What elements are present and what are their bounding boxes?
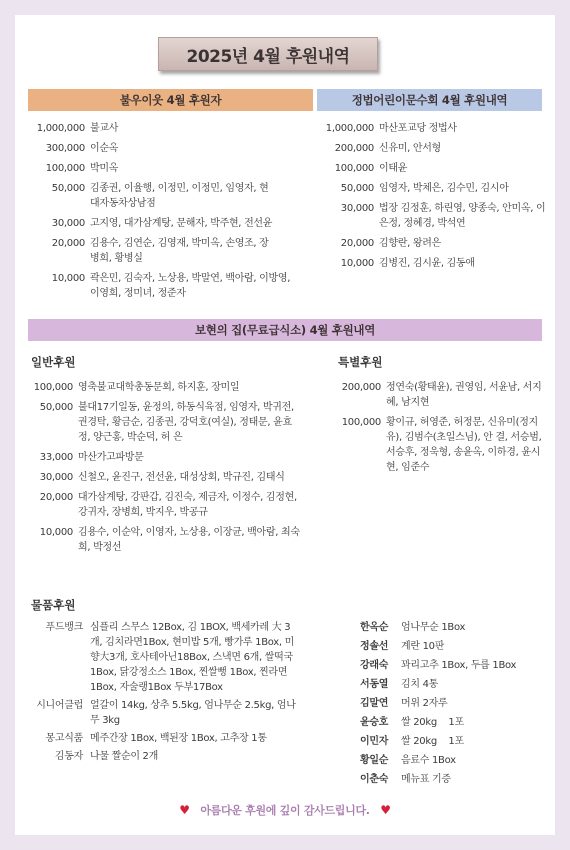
list-item	[360, 753, 540, 768]
list-item	[25, 400, 315, 445]
goods-donation-title: 물품후원	[31, 598, 76, 612]
amount: 200,000	[334, 143, 374, 154]
amount: 30,000	[39, 472, 73, 483]
donor-names: 김용수, 이순악, 이영자, 노상용, 이장균, 백아람, 최숙희, 박정선	[78, 527, 300, 553]
items: 나물 짤순이 2개	[90, 751, 158, 762]
donor: 이민자	[360, 736, 389, 747]
thank-you-footer	[15, 802, 555, 818]
donor-names: 불교사	[90, 123, 119, 134]
goods-list-left	[25, 620, 325, 767]
amount: 1,000,000	[36, 123, 85, 134]
items: 김치 4통	[401, 679, 439, 690]
list-item	[312, 256, 547, 271]
general-donor-list	[25, 380, 315, 560]
list-item	[312, 141, 547, 156]
amount: 100,000	[334, 163, 374, 174]
items: 엄나무순 1Box	[401, 622, 466, 633]
donor: 황일순	[360, 755, 389, 766]
items: 쌀 20kg 1포	[401, 736, 464, 747]
list-item	[23, 161, 313, 176]
amount: 100,000	[341, 417, 381, 428]
donor-names: 불대17기일동, 윤정의, 하동식육점, 임영자, 박귀전, 권경탁, 황금순, 김종권, 강덕호(여실), 정태문, 윤효정, 양근홍, 박순덕, 허 은	[78, 402, 294, 443]
items: 메뉴표 기증	[401, 774, 451, 785]
left-section-header: 불우이웃 4월 후원자	[28, 89, 313, 111]
list-item	[23, 181, 313, 211]
list-item	[360, 620, 540, 635]
amount: 10,000	[39, 527, 73, 538]
donor-names: 이순옥	[90, 143, 119, 154]
right-section-header: 정법어린이문수회 4월 후원내역	[317, 89, 542, 111]
amount: 20,000	[340, 238, 374, 249]
amount: 30,000	[51, 218, 85, 229]
goods-list-right	[360, 620, 540, 791]
donor: 몽고식품	[45, 733, 83, 744]
list-item	[360, 715, 540, 730]
donor-names: 곽은민, 김숙자, 노상용, 박말연, 백아람, 이방영, 이영희, 정미녀, 정준자	[90, 273, 291, 299]
donor-names: 임영자, 박체은, 김수민, 김시아	[379, 183, 509, 194]
donor: 푸드뱅크	[45, 622, 83, 633]
list-item	[25, 525, 315, 555]
list-item	[25, 490, 315, 520]
donor: 김말연	[360, 698, 389, 709]
list-item	[25, 731, 325, 746]
amount: 33,000	[39, 452, 73, 463]
amount: 200,000	[341, 382, 381, 393]
list-item	[25, 450, 315, 465]
donor-names: 김용수, 김연순, 김영재, 박미옥, 손영조, 장병희, 황병실	[90, 238, 269, 264]
heart-icon: ♥	[179, 803, 190, 817]
special-donor-list	[331, 380, 551, 480]
special-donation-title: 특별후원	[338, 355, 383, 369]
list-item	[360, 658, 540, 673]
footer-text: 아름다운 후원에 깊이 감사드립니다.	[200, 804, 370, 817]
amount: 50,000	[340, 183, 374, 194]
list-item	[25, 380, 315, 395]
donor-names: 법장 김정훈, 하린영, 양종숙, 안미옥, 이은정, 정혜경, 박석연	[379, 203, 546, 229]
donor-names: 마산가고파방문	[78, 452, 144, 463]
donor-names: 신철오, 윤진구, 전선윤, 대성상회, 박규진, 김태식	[78, 472, 285, 483]
donor-names: 김종권, 이율행, 이정민, 이정민, 임영자, 현대자동차상남점	[90, 183, 269, 209]
shelter-section-header: 보현의 집(무료급식소) 4월 후원내역	[28, 319, 542, 341]
amount: 100,000	[33, 382, 73, 393]
donor-names: 정연숙(황태윤), 권영임, 서윤남, 서지혜, 남지현	[386, 382, 542, 408]
amount: 300,000	[45, 143, 85, 154]
items: 머위 2자루	[401, 698, 448, 709]
list-item	[360, 772, 540, 787]
items: 음료수 1Box	[401, 755, 456, 766]
donor-names: 김병진, 김시윤, 김동애	[379, 258, 475, 269]
donor-names: 고지영, 대가삼계탕, 문해자, 박주현, 전선윤	[90, 218, 273, 229]
list-item	[360, 696, 540, 711]
items: 메주간장 1Box, 백된장 1Box, 고추장 1통	[90, 733, 267, 744]
donor: 윤승호	[360, 717, 389, 728]
general-donation-title: 일반후원	[31, 355, 76, 369]
amount: 50,000	[51, 183, 85, 194]
donation-notice-card	[15, 15, 555, 835]
list-item	[23, 271, 313, 301]
amount: 1,000,000	[325, 123, 374, 134]
items: 계란 10판	[401, 641, 445, 652]
amount: 20,000	[51, 238, 85, 249]
list-item	[25, 620, 325, 695]
donor: 정솔선	[360, 641, 389, 652]
list-item	[312, 201, 547, 231]
amount: 100,000	[45, 163, 85, 174]
amount: 20,000	[39, 492, 73, 503]
list-item	[25, 698, 325, 728]
list-item	[312, 236, 547, 251]
donor-names: 박미옥	[90, 163, 119, 174]
donor-names: 김향란, 왕려은	[379, 238, 441, 249]
donor: 이춘숙	[360, 774, 389, 785]
donor: 서동열	[360, 679, 389, 690]
donor: 시니어클럽	[36, 700, 83, 711]
list-item	[23, 216, 313, 231]
left-donor-list	[23, 121, 313, 306]
donor-names: 대가삼계탕, 강판갑, 김진숙, 제금자, 이정수, 김정현, 강귀자, 장병희, 박지우, 박공규	[78, 492, 297, 518]
items: 쌀 20kg 1포	[401, 717, 464, 728]
right-donor-list	[312, 121, 547, 276]
donor-names: 이태윤	[379, 163, 408, 174]
donor-names: 마산포교당 정법사	[379, 123, 457, 134]
heart-icon: ♥	[380, 803, 391, 817]
items: 심플리 스무스 12Box, 김 1BOX, 백세카레 大 3개, 김치라면1Box, 현미밥 5개, 빵가루 1Box, 미향大3개, 호사테아닌18Box, 스낵면 6개, 쌀떡국1Box, 닭강정소스 1Box, 찐쌀뻥 1Box, 찐라면1Box, 자술랭1Box 두부17Box	[90, 622, 295, 693]
donor: 김동자	[54, 751, 83, 762]
list-item	[331, 380, 551, 410]
donor-names: 신유미, 안서형	[379, 143, 441, 154]
list-item	[312, 121, 547, 136]
list-item	[312, 161, 547, 176]
donor: 강래숙	[360, 660, 389, 671]
donor: 한옥순	[360, 622, 389, 633]
list-item	[360, 677, 540, 692]
items: 꽈리고추 1Box, 두릅 1Box	[401, 660, 517, 671]
amount: 30,000	[340, 203, 374, 214]
amount: 10,000	[51, 273, 85, 284]
amount: 10,000	[340, 258, 374, 269]
list-item	[23, 141, 313, 156]
items: 얼갈이 14kg, 상추 5.5kg, 엄나무순 2.5kg, 엄나무 3kg	[90, 700, 296, 726]
list-item	[360, 734, 540, 749]
list-item	[23, 121, 313, 136]
list-item	[23, 236, 313, 266]
page-title: 2025년 4월 후원내역	[158, 37, 378, 71]
list-item	[25, 470, 315, 485]
list-item	[360, 639, 540, 654]
list-item	[25, 749, 325, 764]
list-item	[331, 415, 551, 475]
list-item	[312, 181, 547, 196]
donor-names: 영축불교대학총동문회, 하지훈, 장미일	[78, 382, 240, 393]
amount: 50,000	[39, 402, 73, 413]
donor-names: 황이규, 허영준, 허정문, 신유미(정지유), 김범수(초일스님), 안 결, 서승범, 서승후, 정욱형, 송윤옥, 이하경, 윤시현, 임준수	[386, 417, 542, 473]
